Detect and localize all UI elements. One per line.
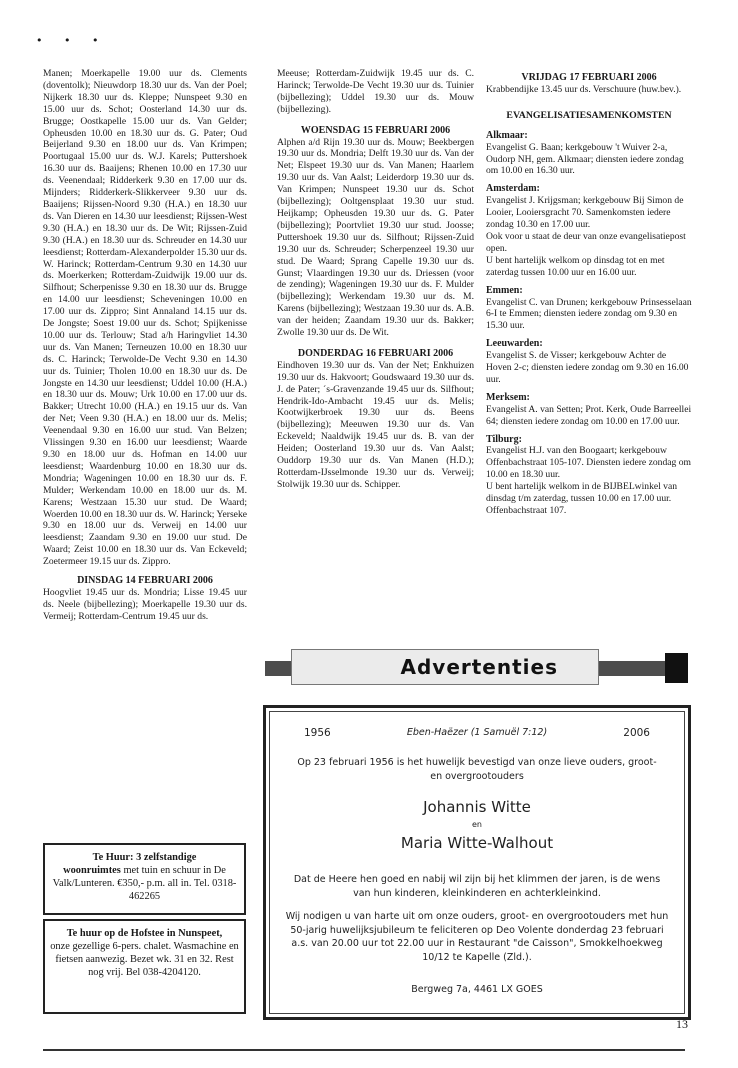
blessing-text: Dat de Heere hen goed en nabij wil zijn bij het klimmen der jaren, is de wens van hun kinderen, kleinkinderen en achterkleinkind. <box>293 874 661 899</box>
city-heading: Tilburg: <box>486 433 522 445</box>
classified-text: met tuin en schuur in De Valk/Lunteren. €350,- p.m. all in. Tel. 0318-462265 <box>52 865 237 902</box>
wednesday-services: Alphen a/d Rijn 19.30 uur ds. Mouw; Beekbergen 19.30 uur ds. Mondria; Delft 19.30 uur ds. Van der Net; Elspeet 19.30 uur ds. Van Manen; Haarlem 19.30 uur ds. Van Aalst; Leiderdorp 19.30 uur ds. Van Krimpen; Nunspeet 19.30 uur ds. Schot (bijbellezing); Ooltgensplaat 19.30 uur stud. Heijkamp; Opheusden 19.30 uur ds. G. Pater (bijbellezing); Poortvliet 19.30 uur stud. Joosse; Puttershoek 19.30 uur ds. Silfhout; Rijssen-Zuid 19.30 uur ds. Schreuder; Scherpenzeel 19.30 uur stud. De Waard; Sprang Capelle 19.30 uur ds. Gunst; Vlaardingen 19.30 uur ds. Driessen (voor de zending); Wageningen 19.30 uur ds. F. Mulder (bijbellezing); Werkendam 19.30 uur ds. M. Karens (bijbellezing); Westzaan 19.30 uur ds. A.B. van der heiden; Zaandam 19.30 uur ds. Bakker; Zwolle 19.30 uur ds. De Wit. <box>277 136 474 339</box>
city-text: Evangelist S. de Visser; kerkgebouw Achter de Hoven 2-c; diensten iedere zondag om 9.30 en 16.00 uur. <box>486 350 689 385</box>
city-heading: Amsterdam: <box>486 183 540 195</box>
column-3 <box>486 72 692 517</box>
city-text: Evangelist J. Krijgsman; kerkgebouw Bij Simon de Looier, Looiersgracht 70. Samenkomsten iedere zondag 10.30 en 17.00 uur. <box>486 195 684 231</box>
banner-block <box>665 653 688 683</box>
city-text: Evangelist C. van Drunen; kerkgebouw Prinsesselaan 6-I te Emmen; diensten iedere zondag om 9.30 en 15.30 uur. <box>486 296 692 332</box>
city-text: Ook voor u staat de deur van onze evangelisatiepost open. <box>486 230 686 254</box>
classified-ad-rental <box>43 843 246 915</box>
classified-title: Te Huur: 3 zelfstandige <box>92 852 197 863</box>
address: Bergweg 7a, 4461 LX GOES <box>411 984 543 995</box>
thursday-services: Eindhoven 19.30 uur ds. Van der Net; Enkhuizen 19.30 uur ds. Hakvoort; Goudswaard 19.30 uur ds. J. de Pater; ´s-Gravenzande 19.45 uur ds. Silfhout; Hendrik-Ido-Ambacht 19.45 uur ds. Melis; Kootwijkerbroek 19.30 uur ds. Beens (bijbellezing); Meeuwen 19.30 uur ds. Van Eckeveld; Naaldwijk 19.45 uur ds. B. van der Heiden; Oosterland 19.30 uur ds. Van Aalst; Ouddorp 19.30 uur ds. Van Manen (H.D.); Rotterdam-IJsselmonde 19.30 uur ds. Verweij; Stolwijk 19.30 uur ds. Schipper. <box>277 359 474 490</box>
thursday-heading: DONDERDAG 16 FEBRUARI 2006 <box>297 347 454 359</box>
classified-ad-chalet <box>43 919 246 1014</box>
sunday-services-continued: Manen; Moerkapelle 19.00 uur ds. Clements (doventolk); Nieuwdorp 18.30 uur ds. Van der Poel; Nijkerk 18.30 uur ds. Kleppe; Nunspeet 9.30 en 15.00 uur ds. Schot; Oosterland 14.30 uur ds. Brugge; Oostkapelle 15.00 uur ds. Van Gelder; Opheusden 10.00 en 18.30 uur ds. G. Pater; Oud Beijerland 9.30 en 18.00 uur ds. Van Krimpen; Poortugaal 15.00 uur ds. W.J. Karels; Puttershoek 16.30 uur ds. Baaijens; Rhenen 10.00 en 17.30 uur ds. Veenendaal; Ridderkerk 9.30 en 17.00 uur ds. Mijnders; Ridderkerk-Slikkerveer 9.30 uur ds. Baaijens; Rijssen-Noord 9.30 (H.A.) en 18.30 uur ds. Van Dieren en 14.30 uur leesdienst; Rijssen-West 9.30 (H.A.) en 18.30 uur ds. De Wit; Rijssen-Zuid 9.30 (H.A.) en 18.30 uur ds. Schreuder en 14.30 uur leesdienst; Rotterdam-Alexanderpolder 15.30 uur ds. W. Harinck; Rotterdam-Centrum 9.30 en 14.30 uur ds. Moerkerken; Rotterdam-Zuidwijk 19.00 uur ds. Silfhout; Scherpenisse 9.30 en 18.30 uur ds. Brugge en 14.00 uur leesdienst; Scheveningen 10.00 en 17.00 uur ds. Zippro; Sint Annaland 14.15 uur ds. De Jongste; Soest 19.00 uur ds. Schot; Spijkenisse 10.00 uur ds. Terlouw; Stad a/h Haringvliet 14.30 uur ds. Van Manen; Terneuzen 10.00 en 18.30 uur ds. C. Harinck; Terwolde-De Vecht 9.30 en 14.30 uur ds. Tuinier; Tholen 10.00 en 18.30 uur ds. De Jongste en 14.30 uur leesdienst; Uddel 10.00 (H.A.) en 18.30 uur ds. Mouw; Urk 10.00 en 17.00 uur ds. Bakker; Utrecht 10.00 (H.A.) en 19.15 uur ds. Van der Net; Veen 9.30 (H.A.) en 18.00 uur ds. Melis; Veenendaal 9.30 en 16.00 uur stud. Van Belzen; Vlissingen 9.30 en 16.00 uur leesdienst; Waarde 9.30 en 18.00 uur ds. Hofman en 14.00 uur leesdienst; Waardenburg 10.00 en 18.30 uur ds. Mondria; Wageningen 10.00 en 18.30 uur ds. F. Mulder; Werkendam 10.00 en 18.00 uur ds. M. Karens; Westzaan 15.30 uur stud. De Waard; Woerden 10.00 en 18.30 uur ds. W. Harinck; Yerseke 9.30 en 18.00 uur ds. Verweij en 14.00 uur leesdienst; Zaandam 9.30 en 19.00 uur stud. De Waard; Zeist 10.00 en 18.30 uur ds. Van Eckeveld; Zoetermeer 19.15 uur ds. Zippro. <box>43 68 247 568</box>
banner-label: Advertenties <box>291 649 599 685</box>
classified-title: Te huur op de Hofstee in Nunspeet, <box>66 928 223 939</box>
advertenties-banner <box>265 649 688 687</box>
city-text: U bent hartelijk welkom op dinsdag tot en met zaterdag tussen 10.00 uur en 16.00 uur. <box>486 254 665 278</box>
classified-text: onze gezellige 6-pers. chalet. Wasmachine en fietsen aanwezig. Bezet wk. 31 en 32. Rest nog vrij. Bel 038-4204120. <box>50 941 239 978</box>
tuesday-heading: DINSDAG 14 FEBRUARI 2006 <box>77 575 213 587</box>
page-number: 13 <box>676 1017 688 1031</box>
wife-name: Maria Witte-Walhout <box>400 834 554 852</box>
city-text: Evangelist G. Baan; kerkgebouw 't Wuiver 2-a, Oudorp NH, gem. Alkmaar; diensten iedere zondag om 10.00 en 16.30 uur. <box>486 141 684 177</box>
bible-verse: Eben-Haëzer (1 Samuël 7:12) <box>406 727 548 738</box>
wednesday-heading: WOENSDAG 15 FEBRUARI 2006 <box>300 124 451 136</box>
year-end: 2006 <box>623 727 650 739</box>
city-text: Evangelist A. van Setten; Prot. Kerk, Oude Barreellei 64; diensten iedere zondag om 10.00 en 17.00 uur. <box>486 403 692 427</box>
classified-title: woonruimtes <box>63 865 121 876</box>
city-heading: Leeuwarden: <box>486 338 543 350</box>
friday-services: Krabbendijke 13.45 uur ds. Verschuure (huw.bev.). <box>486 83 682 95</box>
bottom-rule <box>43 1049 685 1051</box>
conjunction: en <box>472 820 482 829</box>
city-text: Evangelist H.J. van den Boogaart; kerkgebouw Offenbachstraat 105-107. Diensten iedere zondag om 10.00 en 18.30 uur. <box>486 445 691 481</box>
column-2 <box>277 68 474 491</box>
anniversary-advertisement <box>263 705 691 1020</box>
tuesday-services-continued: Meeuse; Rotterdam-Zuidwijk 19.45 uur ds. C. Harinck; Terwolde-De Vecht 19.30 uur ds. Tuinier (bijbellezing); Uddel 19.30 uur ds. Mouw (bijbellezing). <box>277 68 474 115</box>
tuesday-services: Hoogvliet 19.45 uur ds. Mondria; Lisse 19.45 uur ds. Neele (bijbellezing); Moerkapelle 19.30 uur ds. Vermeij; Rotterdam-Centrum 19.45 uur ds. <box>43 586 247 622</box>
city-heading: Emmen: <box>486 284 523 296</box>
city-heading: Alkmaar: <box>486 129 528 141</box>
advertisement-inner-frame <box>269 711 685 1014</box>
invitation-text: Wij nodigen u van harte uit om onze ouders, groot- en overgrootouders met hun 50-jarig huwelijksjubileum te feliciteren op Deo Volente donderdag 23 februari a.s. van 20.00 uur tot 22.00 uur in Restaurant "de Caisson", Smokkelhoekweg 10/12 te Kapelle (Zld.). <box>285 911 669 963</box>
header-dots: • • • <box>36 34 108 47</box>
year-start: 1956 <box>304 727 331 739</box>
column-1 <box>43 68 247 623</box>
city-heading: Merksem: <box>486 391 530 403</box>
husband-name: Johannis Witte <box>423 798 531 816</box>
friday-heading: VRIJDAG 17 FEBRUARI 2006 <box>521 72 657 83</box>
city-text: U bent hartelijk welkom in de BIJBELwinkel van dinsdag t/m zaterdag, tussen 10.00 en 17.00 uur. Offenbachstraat 107. <box>486 481 678 516</box>
announcement-line: Op 23 februari 1956 is het huwelijk bevestigd van onze lieve ouders, groot- en overgrootouders <box>297 757 657 782</box>
evangelisation-heading: EVANGELISATIESAMENKOMSTEN <box>506 109 672 121</box>
